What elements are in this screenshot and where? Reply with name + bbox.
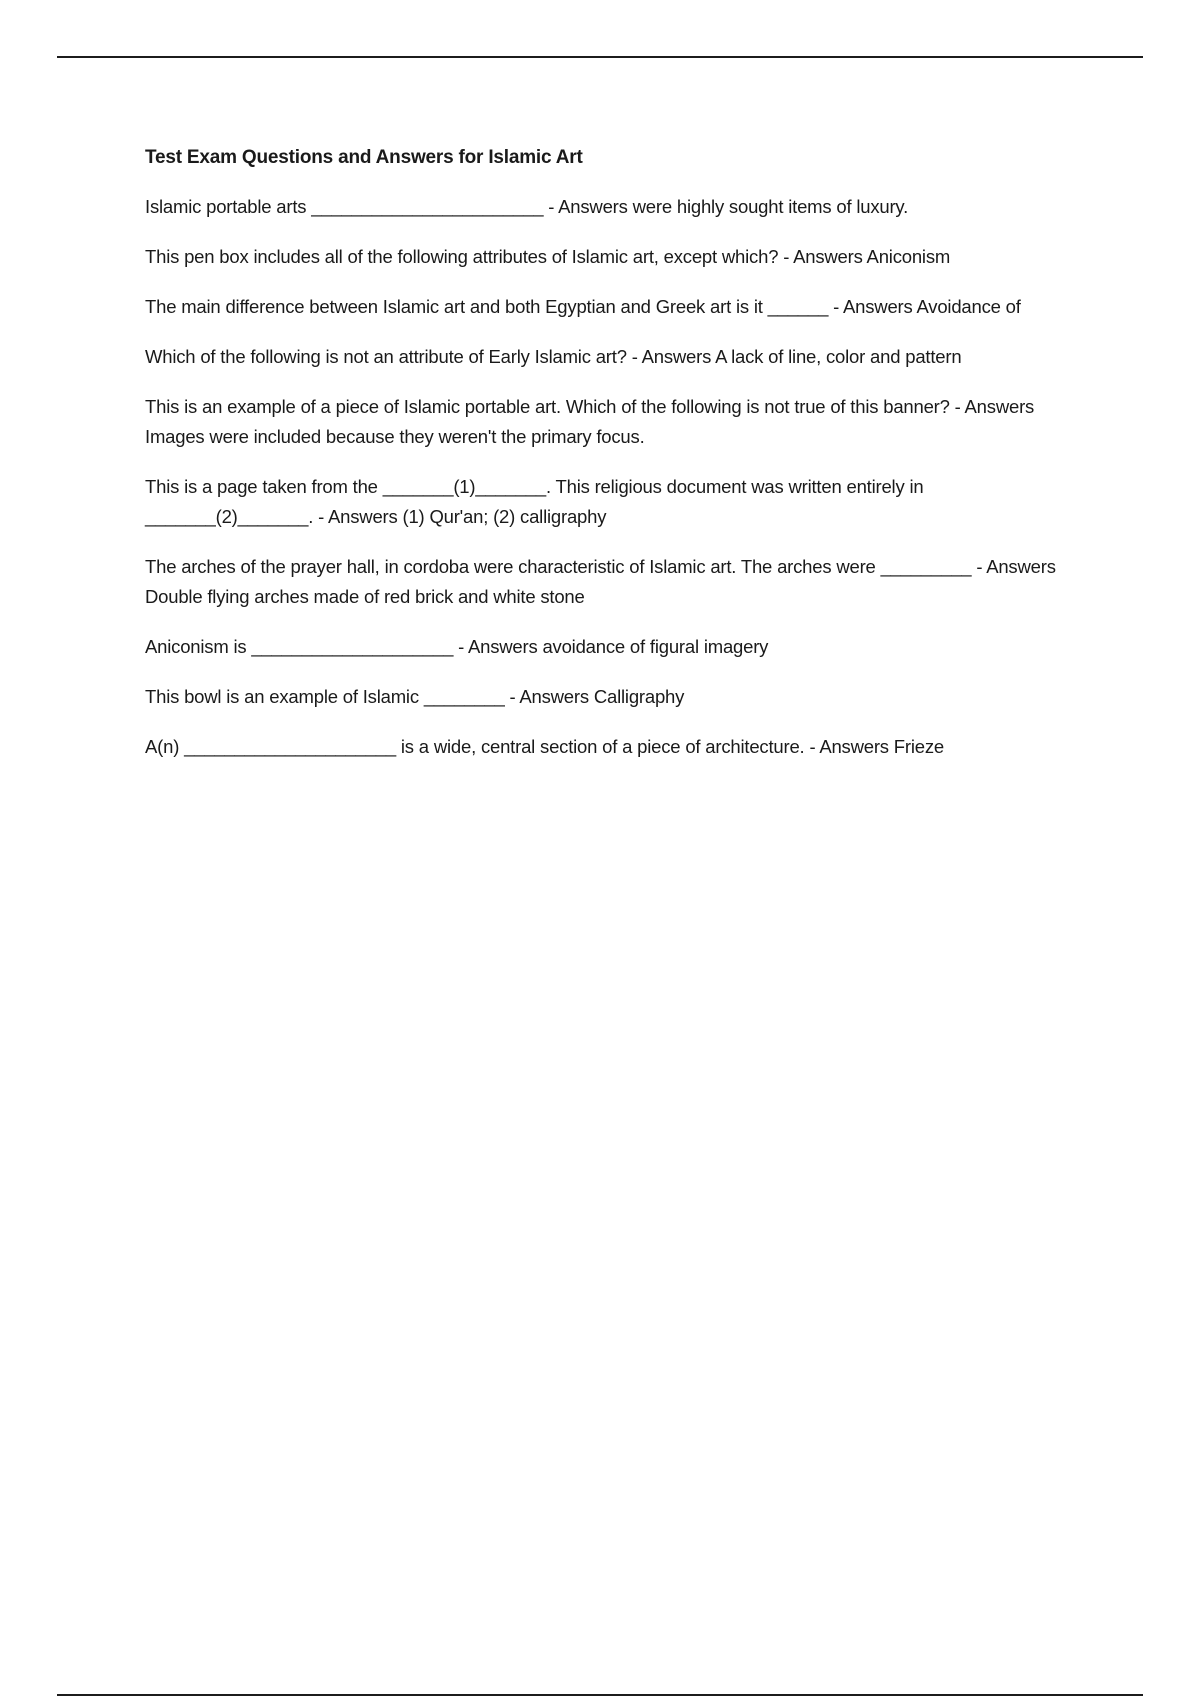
qa-item-2: This pen box includes all of the following attributes of Islamic art, except which? - Answers Aniconism (145, 246, 951, 267)
qa-item-9: This bowl is an example of Islamic ________ - Answers Calligraphy (145, 686, 685, 707)
qa-item-8: Aniconism is ____________________ - Answers avoidance of figural imagery (145, 636, 769, 657)
qa-item-6: This is a page taken from the _______(1)_______. This religious document was written entirely in _______(2)_______. - Answers (1) Qur'an; (2) calligraphy (145, 476, 924, 527)
document-body (145, 144, 1085, 782)
qa-item-10: A(n) _____________________ is a wide, central section of a piece of architecture. - Answers Frieze (145, 736, 944, 757)
qa-item-5: This is an example of a piece of Islamic portable art. Which of the following is not true of this banner? - Answers Images were included because they weren't the primary focus. (145, 396, 1035, 447)
qa-item-1: Islamic portable arts _______________________ - Answers were highly sought items of luxury. (145, 196, 909, 217)
document-title: Test Exam Questions and Answers for Islamic Art (145, 147, 583, 168)
qa-item-3: The main difference between Islamic art and both Egyptian and Greek art is it ______ - Answers Avoidance of (145, 296, 1021, 317)
footer-rule (57, 1694, 1143, 1696)
qa-item-7: The arches of the prayer hall, in cordoba were characteristic of Islamic art. The arches were _________ - Answers Double flying arches made of red brick and white stone (145, 556, 1056, 607)
header-rule (57, 56, 1143, 58)
qa-item-4: Which of the following is not an attribute of Early Islamic art? - Answers A lack of line, color and pattern (145, 346, 962, 367)
